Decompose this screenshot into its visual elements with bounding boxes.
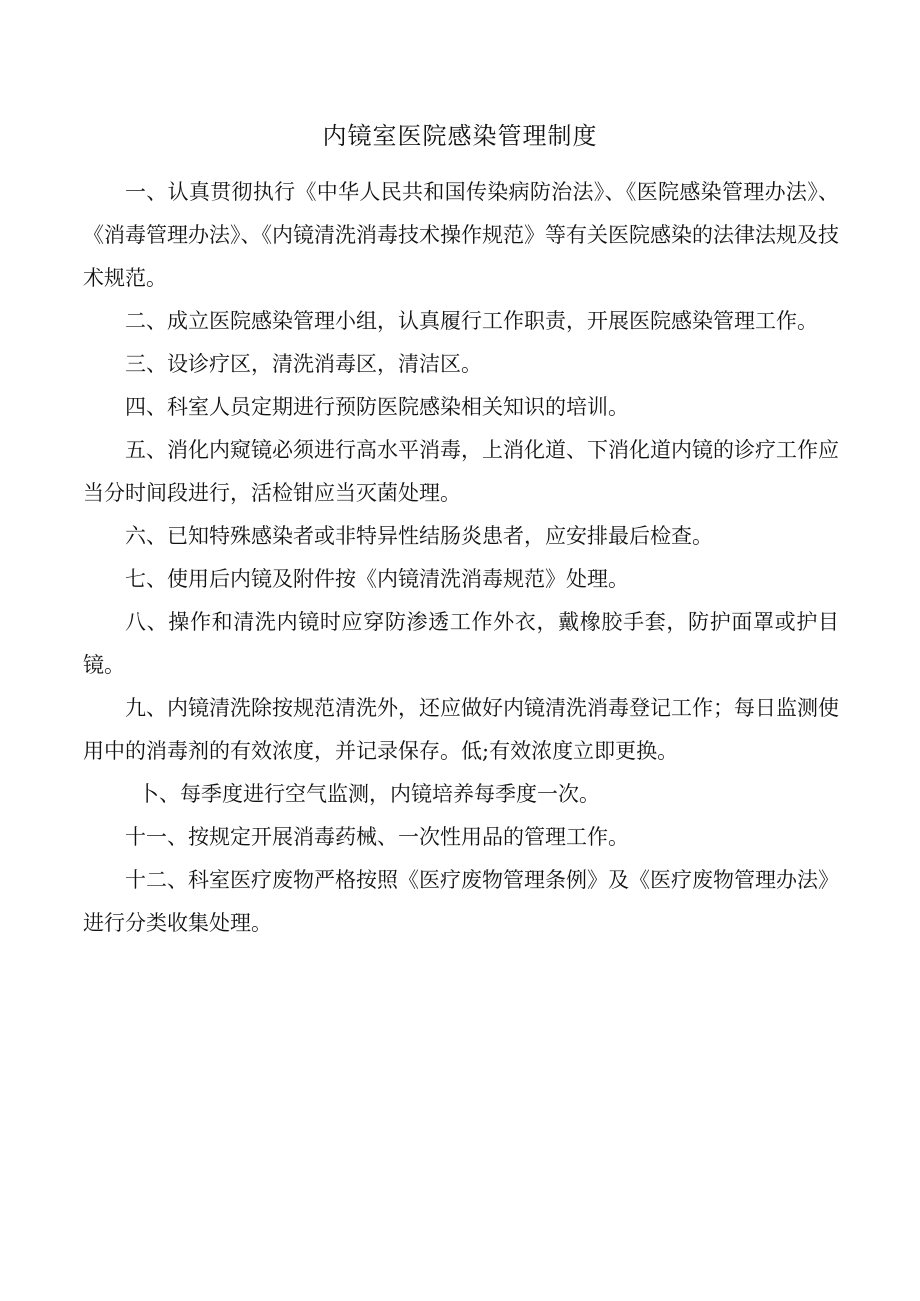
- paragraph-10: 卜、每季度进行空气监测，内镜培养每季度一次。: [138, 782, 600, 806]
- paragraph-5: 五、消化内窥镜必须进行高水平消毒，上消化道、下消化道内镜的诊疗工作应当分时间段进行，活检钳应当灭菌处理。: [83, 438, 839, 505]
- paragraph-9: 九、内镜清洗除按规范清洗外，还应做好内镜清洗消毒登记工作；每日监测使用中的消毒剂的有效浓度，并记录保存。低;有效浓度立即更换。: [83, 696, 839, 763]
- paragraph-7: 七、使用后内镜及附件按《内镜清洗消毒规范》处理。: [125, 567, 629, 591]
- paragraph-4: 四、科室人员定期进行预防医院感染相关知识的培训。: [125, 395, 629, 419]
- paragraph-1: 一、认真贯彻执行《中华人民共和国传染病防治法》、《医院感染管理办法》、《消毒管理办法》、《内镜清洗消毒技术操作规范》等有关医院感染的法律法规及技术规范。: [83, 180, 839, 290]
- document-title: 内镜室医院感染管理制度: [322, 122, 598, 150]
- paragraph-11: 十一、按规定开展消毒药械、一次性用品的管理工作。: [125, 825, 629, 849]
- paragraph-12: 十二、科室医疗废物严格按照《医疗废物管理条例》及《医疗废物管理办法》进行分类收集处理。: [83, 868, 839, 935]
- paragraph-8: 八、操作和清洗内镜时应穿防渗透工作外衣，戴橡胶手套，防护面罩或护目镜。: [83, 610, 839, 677]
- document-body: [83, 171, 839, 945]
- paragraph-6: 六、已知特殊感染者或非特异性结肠炎患者，应安排最后检查。: [125, 524, 713, 548]
- paragraph-2: 二、成立医院感染管理小组，认真履行工作职责，开展医院感染管理工作。: [125, 309, 818, 333]
- paragraph-3: 三、设诊疗区，清洗消毒区，清洁区。: [125, 352, 482, 376]
